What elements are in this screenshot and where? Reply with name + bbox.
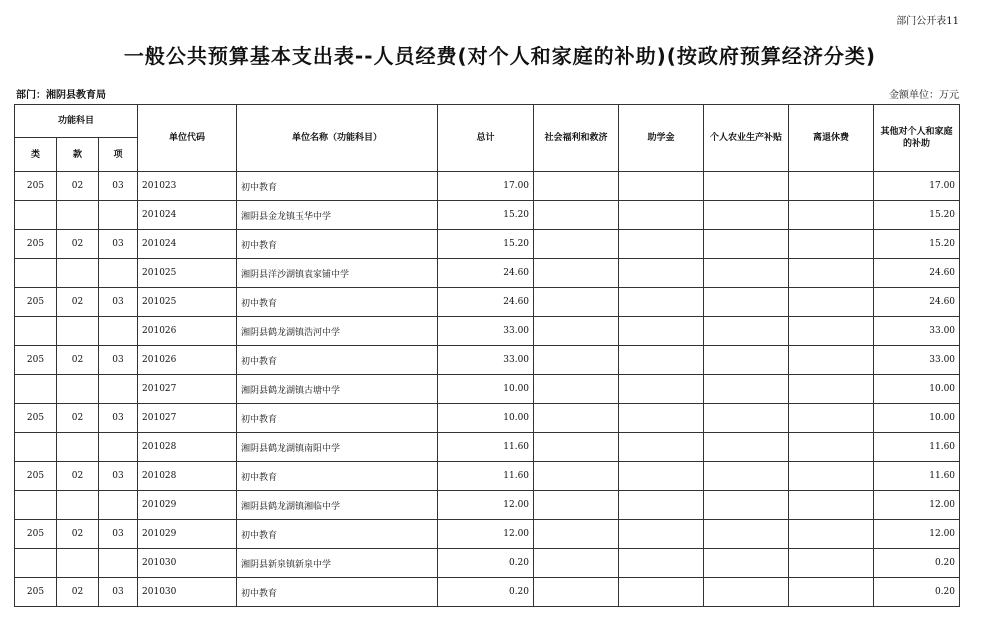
header-unit-code: 单位代码	[138, 105, 237, 172]
table-row	[15, 288, 960, 317]
cell-xiang	[99, 201, 138, 230]
header-agri-subsidy: 个人农业生产补贴	[704, 105, 789, 172]
header-xiang: 项	[99, 138, 138, 172]
amount-unit-label: 金额单位：万元	[889, 90, 959, 101]
cell-social-welfare	[534, 404, 619, 433]
cell-agri-subsidy	[704, 172, 789, 201]
cell-agri-subsidy	[704, 288, 789, 317]
cell-other-subsidy: 12.00	[874, 491, 960, 520]
table-row	[15, 404, 960, 433]
cell-total: 15.20	[438, 201, 534, 230]
cell-kuan: 02	[57, 172, 99, 201]
cell-xiang	[99, 549, 138, 578]
cell-scholarship	[619, 259, 704, 288]
cell-unit-code: 201030	[138, 578, 237, 607]
cell-unit-name: 初中教育	[237, 404, 438, 433]
cell-agri-subsidy	[704, 520, 789, 549]
cell-other-subsidy: 33.00	[874, 317, 960, 346]
header-other-subsidy: 其他对个人和家庭的补助	[874, 105, 960, 172]
cell-scholarship	[619, 491, 704, 520]
cell-total: 11.60	[438, 433, 534, 462]
cell-social-welfare	[534, 491, 619, 520]
table-row	[15, 317, 960, 346]
cell-lei	[15, 549, 57, 578]
cell-retirement	[789, 201, 874, 230]
cell-xiang: 03	[99, 404, 138, 433]
cell-lei	[15, 375, 57, 404]
cell-social-welfare	[534, 201, 619, 230]
cell-other-subsidy: 24.60	[874, 259, 960, 288]
cell-unit-name: 初中教育	[237, 346, 438, 375]
cell-xiang: 03	[99, 462, 138, 491]
cell-xiang: 03	[99, 230, 138, 259]
cell-retirement	[789, 259, 874, 288]
cell-agri-subsidy	[704, 375, 789, 404]
cell-agri-subsidy	[704, 404, 789, 433]
cell-other-subsidy: 15.20	[874, 230, 960, 259]
cell-lei: 205	[15, 172, 57, 201]
cell-agri-subsidy	[704, 230, 789, 259]
cell-unit-name: 初中教育	[237, 578, 438, 607]
cell-retirement	[789, 491, 874, 520]
cell-kuan: 02	[57, 230, 99, 259]
cell-unit-code: 201029	[138, 491, 237, 520]
cell-kuan: 02	[57, 520, 99, 549]
cell-total: 17.00	[438, 172, 534, 201]
table-row	[15, 172, 960, 201]
cell-social-welfare	[534, 259, 619, 288]
cell-agri-subsidy	[704, 346, 789, 375]
table-row	[15, 491, 960, 520]
cell-xiang: 03	[99, 288, 138, 317]
cell-total: 0.20	[438, 549, 534, 578]
cell-retirement	[789, 578, 874, 607]
table-number-label: 部门公开表11	[896, 16, 959, 27]
cell-other-subsidy: 33.00	[874, 346, 960, 375]
cell-other-subsidy: 10.00	[874, 375, 960, 404]
cell-scholarship	[619, 549, 704, 578]
cell-retirement	[789, 404, 874, 433]
cell-unit-name: 初中教育	[237, 288, 438, 317]
cell-social-welfare	[534, 346, 619, 375]
cell-scholarship	[619, 288, 704, 317]
cell-other-subsidy: 10.00	[874, 404, 960, 433]
cell-total: 10.00	[438, 404, 534, 433]
table-row	[15, 462, 960, 491]
cell-other-subsidy: 0.20	[874, 578, 960, 607]
cell-xiang: 03	[99, 172, 138, 201]
cell-kuan	[57, 201, 99, 230]
cell-unit-name: 初中教育	[237, 230, 438, 259]
cell-kuan: 02	[57, 462, 99, 491]
cell-xiang	[99, 433, 138, 462]
page-title: 一般公共预算基本支出表--人员经费(对个人和家庭的补助)(按政府预算经济分类)	[123, 44, 877, 68]
cell-scholarship	[619, 462, 704, 491]
cell-total: 24.60	[438, 288, 534, 317]
cell-xiang	[99, 491, 138, 520]
cell-agri-subsidy	[704, 201, 789, 230]
cell-xiang: 03	[99, 520, 138, 549]
header-unit-name: 单位名称（功能科目）	[237, 105, 438, 172]
cell-kuan	[57, 433, 99, 462]
table-row	[15, 201, 960, 230]
cell-scholarship	[619, 404, 704, 433]
cell-social-welfare	[534, 375, 619, 404]
cell-other-subsidy: 24.60	[874, 288, 960, 317]
cell-total: 15.20	[438, 230, 534, 259]
header-scholarship: 助学金	[619, 105, 704, 172]
cell-total: 12.00	[438, 520, 534, 549]
header-lei: 类	[15, 138, 57, 172]
cell-total: 33.00	[438, 346, 534, 375]
cell-lei: 205	[15, 520, 57, 549]
cell-retirement	[789, 230, 874, 259]
cell-retirement	[789, 346, 874, 375]
table-row	[15, 578, 960, 607]
cell-social-welfare	[534, 578, 619, 607]
cell-unit-code: 201026	[138, 317, 237, 346]
cell-other-subsidy: 17.00	[874, 172, 960, 201]
cell-retirement	[789, 288, 874, 317]
cell-retirement	[789, 462, 874, 491]
header-kuan: 款	[57, 138, 99, 172]
cell-agri-subsidy	[704, 259, 789, 288]
table-row	[15, 259, 960, 288]
cell-lei	[15, 317, 57, 346]
cell-lei	[15, 491, 57, 520]
cell-kuan: 02	[57, 346, 99, 375]
cell-kuan: 02	[57, 288, 99, 317]
cell-kuan: 02	[57, 578, 99, 607]
table-body	[15, 172, 960, 607]
cell-kuan	[57, 259, 99, 288]
cell-agri-subsidy	[704, 317, 789, 346]
cell-xiang: 03	[99, 346, 138, 375]
cell-scholarship	[619, 578, 704, 607]
table-row	[15, 433, 960, 462]
cell-unit-code: 201028	[138, 462, 237, 491]
cell-retirement	[789, 520, 874, 549]
cell-retirement	[789, 172, 874, 201]
cell-total: 24.60	[438, 259, 534, 288]
table-row	[15, 375, 960, 404]
cell-unit-name: 湘阴县鹤龙湖镇湘临中学	[237, 491, 438, 520]
cell-scholarship	[619, 346, 704, 375]
cell-xiang	[99, 259, 138, 288]
cell-kuan	[57, 491, 99, 520]
cell-unit-code: 201026	[138, 346, 237, 375]
cell-unit-code: 201025	[138, 259, 237, 288]
cell-social-welfare	[534, 462, 619, 491]
cell-social-welfare	[534, 433, 619, 462]
cell-unit-name: 湘阴县洋沙湖镇袁家铺中学	[237, 259, 438, 288]
header-total: 总计	[438, 105, 534, 172]
cell-xiang	[99, 375, 138, 404]
cell-total: 0.20	[438, 578, 534, 607]
cell-lei	[15, 201, 57, 230]
table-row	[15, 346, 960, 375]
cell-unit-name: 初中教育	[237, 172, 438, 201]
cell-total: 33.00	[438, 317, 534, 346]
cell-unit-code: 201024	[138, 230, 237, 259]
cell-lei	[15, 259, 57, 288]
cell-total: 10.00	[438, 375, 534, 404]
budget-table	[14, 104, 960, 607]
cell-other-subsidy: 15.20	[874, 201, 960, 230]
cell-total: 12.00	[438, 491, 534, 520]
cell-kuan	[57, 549, 99, 578]
cell-social-welfare	[534, 288, 619, 317]
cell-unit-name: 湘阴县新泉镇新泉中学	[237, 549, 438, 578]
cell-agri-subsidy	[704, 491, 789, 520]
cell-unit-code: 201027	[138, 404, 237, 433]
cell-scholarship	[619, 172, 704, 201]
cell-retirement	[789, 549, 874, 578]
cell-social-welfare	[534, 172, 619, 201]
cell-scholarship	[619, 375, 704, 404]
cell-scholarship	[619, 201, 704, 230]
header-retirement: 离退休费	[789, 105, 874, 172]
department-label: 部门：湘阴县教育局	[16, 90, 106, 101]
cell-unit-code: 201025	[138, 288, 237, 317]
cell-kuan	[57, 317, 99, 346]
cell-lei: 205	[15, 288, 57, 317]
cell-scholarship	[619, 317, 704, 346]
cell-retirement	[789, 433, 874, 462]
cell-kuan	[57, 375, 99, 404]
cell-agri-subsidy	[704, 462, 789, 491]
cell-social-welfare	[534, 317, 619, 346]
cell-unit-name: 湘阴县鹤龙湖镇古塘中学	[237, 375, 438, 404]
cell-unit-code: 201024	[138, 201, 237, 230]
cell-social-welfare	[534, 520, 619, 549]
cell-unit-code: 201029	[138, 520, 237, 549]
cell-unit-code: 201027	[138, 375, 237, 404]
cell-unit-code: 201030	[138, 549, 237, 578]
cell-other-subsidy: 11.60	[874, 462, 960, 491]
cell-other-subsidy: 0.20	[874, 549, 960, 578]
cell-lei	[15, 433, 57, 462]
cell-scholarship	[619, 433, 704, 462]
cell-agri-subsidy	[704, 578, 789, 607]
table-row	[15, 549, 960, 578]
cell-xiang: 03	[99, 578, 138, 607]
cell-lei: 205	[15, 346, 57, 375]
header-func-subject: 功能科目	[15, 105, 138, 138]
cell-social-welfare	[534, 549, 619, 578]
cell-scholarship	[619, 520, 704, 549]
cell-unit-name: 湘阴县金龙镇玉华中学	[237, 201, 438, 230]
cell-total: 11.60	[438, 462, 534, 491]
cell-unit-code: 201028	[138, 433, 237, 462]
cell-lei: 205	[15, 578, 57, 607]
table-row	[15, 230, 960, 259]
cell-agri-subsidy	[704, 549, 789, 578]
cell-retirement	[789, 375, 874, 404]
cell-kuan: 02	[57, 404, 99, 433]
cell-xiang	[99, 317, 138, 346]
cell-lei: 205	[15, 230, 57, 259]
cell-agri-subsidy	[704, 433, 789, 462]
cell-social-welfare	[534, 230, 619, 259]
cell-scholarship	[619, 230, 704, 259]
table-row	[15, 520, 960, 549]
cell-unit-code: 201023	[138, 172, 237, 201]
cell-other-subsidy: 11.60	[874, 433, 960, 462]
cell-lei: 205	[15, 404, 57, 433]
header-social-welfare: 社会福利和救济	[534, 105, 619, 172]
cell-unit-name: 湘阴县鹤龙湖镇南阳中学	[237, 433, 438, 462]
cell-other-subsidy: 12.00	[874, 520, 960, 549]
cell-unit-name: 初中教育	[237, 462, 438, 491]
cell-retirement	[789, 317, 874, 346]
cell-unit-name: 初中教育	[237, 520, 438, 549]
cell-unit-name: 湘阴县鹤龙湖镇浩河中学	[237, 317, 438, 346]
cell-lei: 205	[15, 462, 57, 491]
